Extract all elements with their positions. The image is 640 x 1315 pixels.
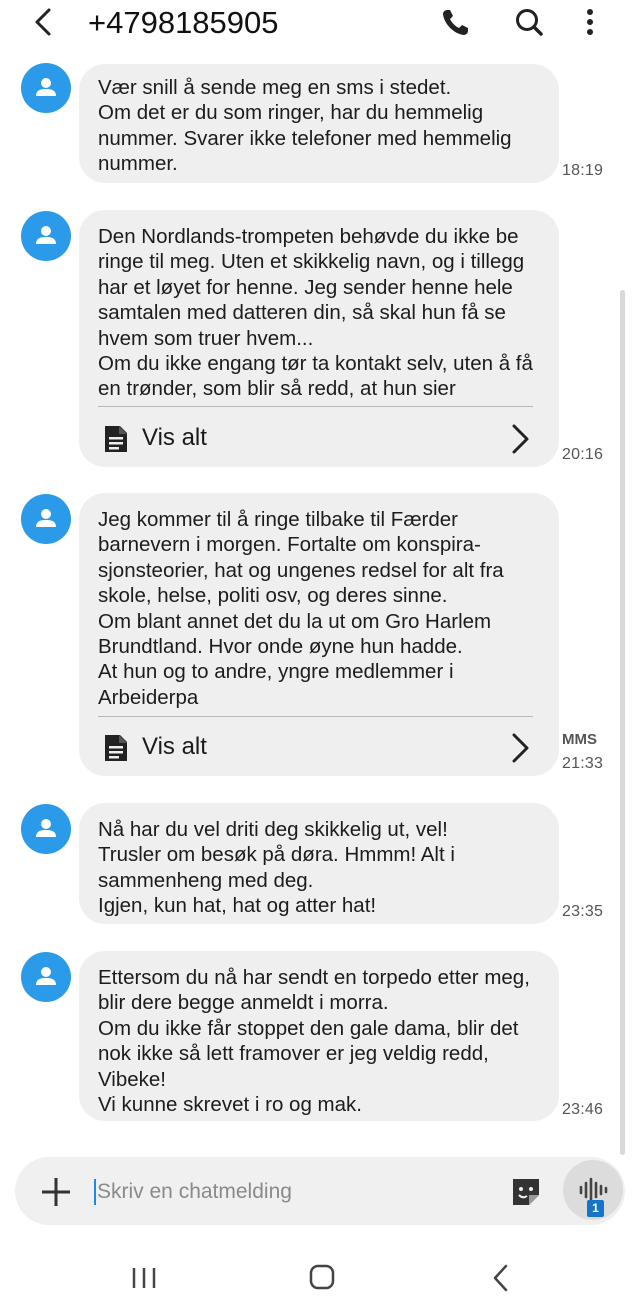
divider [98,406,533,407]
search-icon[interactable] [509,2,549,42]
system-navigation-bar [0,1238,640,1315]
message-text: Den Nordlands-trompeten behøvde du ikke be ringe til meg. Uten et skikkelig navn, og i tillegg har et løyet for henne. Jeg sender henne hele samtalen med datteren din, så skal hun få se hvem som truer hvem... Om du ikke engang tør ta kontakt selv, uten å få en trønder, som blir så redd, at hun sier [98,225,533,401]
document-icon [103,424,129,454]
message-composer [15,1157,625,1225]
message-time: 23:35 [562,903,604,920]
contact-title: +4798185905 [88,5,279,40]
contact-avatar[interactable] [21,952,71,1002]
message-text: Ettersom du nå har sendt en torpedo etter meg, blir dere begge anmeldt i morra. Om du ikke får stoppet den gale dama, blir det nok ikke så lett framover er jeg veldig redd, Vibeke! Vi kunne skrevet i ro og mak. [98,966,530,1117]
message-text: Vær snill å sende meg en sms i stedet. Om det er du som ringer, har du hemmelig nummer. Svarer ikke telefoner med hemmelig nummer. [98,76,512,176]
divider [98,716,533,717]
scrollbar[interactable] [620,290,625,1155]
view-all-label: Vis alt [142,733,207,760]
person-icon [21,211,71,261]
add-attachment-icon[interactable] [39,1175,73,1209]
mms-label: MMS [562,731,597,748]
view-all-button[interactable] [98,727,538,767]
view-all-button[interactable] [98,418,538,458]
contact-avatar[interactable] [21,63,71,113]
message-time: 18:19 [562,162,604,179]
message-time: 21:33 [562,755,604,772]
message-text: Nå har du vel driti deg skikkelig ut, vel! Trusler om besøk på døra. Hmmm! Alt i sammenheng med deg. Igjen, kun hat, hat og atter hat! [98,818,455,918]
back-nav-icon[interactable] [482,1260,522,1296]
contact-avatar[interactable] [21,211,71,261]
person-icon [21,952,71,1002]
view-all-label: Vis alt [142,424,207,451]
chevron-right-icon [508,731,532,765]
person-icon [21,63,71,113]
more-options-icon[interactable] [574,2,614,42]
message-bubble[interactable] [79,493,559,776]
message-bubble[interactable] [79,210,559,467]
sim-badge: 1 [587,1200,604,1217]
person-icon [21,804,71,854]
document-icon [103,733,129,763]
recent-apps-icon[interactable] [124,1260,164,1296]
message-bubble[interactable] [79,803,559,924]
sticker-icon[interactable] [509,1175,543,1209]
message-input[interactable] [95,1171,499,1213]
contact-avatar[interactable] [21,494,71,544]
phone-icon[interactable] [436,2,476,42]
message-text: Jeg kommer til å ringe tilbake til Færder barnevern i morgen. Fortalte om konspira-sjonsteorier, hat og ungenes redsel for alt fra skole, helse, politi osv, og deres sinne. Om blant annet det du la ut om Gro Harlem Brundtland. Hvor onde øyne hun hadde. At hun og to andre, yngre medlemmer i Arbeiderpa [98,508,504,709]
message-bubble[interactable] [79,951,559,1121]
conversation-header [0,0,640,46]
message-time: 23:46 [562,1101,604,1118]
chevron-right-icon [508,422,532,456]
message-bubble[interactable] [79,64,559,183]
person-icon [21,494,71,544]
home-icon[interactable] [302,1260,342,1296]
contact-avatar[interactable] [21,804,71,854]
back-icon[interactable] [24,2,64,42]
message-time: 20:16 [562,446,604,463]
